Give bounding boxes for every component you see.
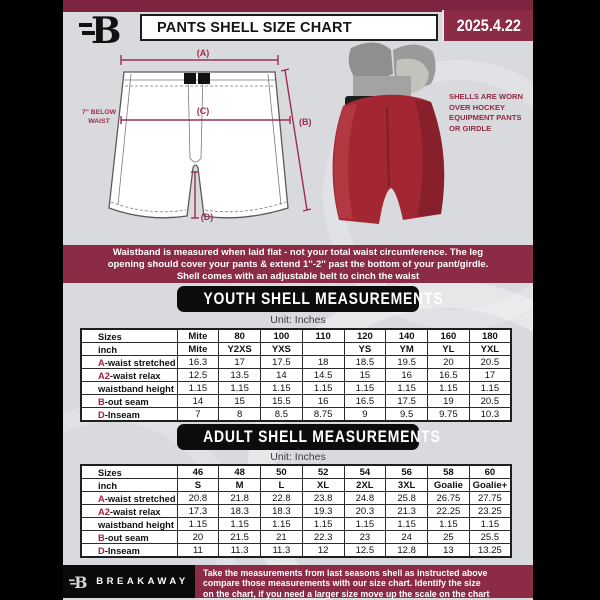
row-label: inch (81, 479, 177, 492)
table-cell: 2XL (344, 479, 386, 492)
table-cell: 1.15 (428, 518, 470, 531)
table-cell: 1.15 (261, 518, 303, 531)
table-cell: 110 (302, 329, 344, 343)
adult-section-title: ADULT SHELL MEASUREMENTS (203, 427, 441, 446)
table-cell: 50 (261, 465, 303, 479)
table-cell: YXL (469, 343, 511, 356)
table-cell: 11.3 (261, 544, 303, 558)
measure-label-a: (A) (196, 48, 210, 58)
table-cell: YS (344, 343, 386, 356)
table-row (81, 395, 511, 408)
table-cell: 20 (428, 356, 470, 369)
table-cell: 9.75 (428, 408, 470, 422)
table-cell: 16 (386, 369, 428, 382)
table-cell: Y2XS (219, 343, 261, 356)
table-cell: 1.15 (302, 382, 344, 395)
table-cell: Goalie (428, 479, 470, 492)
adult-measurements-table (80, 464, 512, 558)
adult-section-header (177, 424, 441, 450)
table-cell: 13.5 (219, 369, 261, 382)
table-cell: 14.5 (302, 369, 344, 382)
table-cell: 14 (177, 395, 219, 408)
table-cell: 16.3 (177, 356, 219, 369)
table-cell: 1.15 (428, 382, 470, 395)
table-cell: 100 (261, 329, 303, 343)
table-cell: XL (302, 479, 344, 492)
table-cell: 58 (428, 465, 470, 479)
table-cell: 19.5 (386, 356, 428, 369)
table-cell: 1.15 (219, 382, 261, 395)
table-cell: 24.8 (344, 492, 386, 505)
table-cell: 19.3 (302, 505, 344, 518)
table-cell: 23.8 (302, 492, 344, 505)
table-cell: 20.3 (344, 505, 386, 518)
table-cell: 16.5 (428, 369, 470, 382)
table-cell: 1.15 (302, 518, 344, 531)
table-cell: 19 (428, 395, 470, 408)
row-label: A2-waist relax (81, 369, 177, 382)
table-cell: 17.3 (177, 505, 219, 518)
table-cell: 22.8 (261, 492, 303, 505)
table-cell: 8.75 (302, 408, 344, 422)
row-label: inch (81, 343, 177, 356)
table-cell: 16.5 (344, 395, 386, 408)
table-cell: 25 (428, 531, 470, 544)
table-cell: 18.3 (261, 505, 303, 518)
measure-label-b: (B) (299, 117, 312, 127)
table-cell: 20.5 (469, 395, 511, 408)
table-cell: 15.5 (261, 395, 303, 408)
table-cell: 11.3 (219, 544, 261, 558)
footer-instructions: Take the measurements from last seasons shell as instructed above compare those measurements with our size chart. Identify the size on the chart, if you need a larger size move up the scale on the chart (195, 565, 533, 598)
table-cell: 1.15 (261, 382, 303, 395)
table-cell: 1.15 (386, 382, 428, 395)
table-cell: 14 (261, 369, 303, 382)
table-cell: 7 (177, 408, 219, 422)
table-cell: 20.8 (177, 492, 219, 505)
table-cell: 160 (428, 329, 470, 343)
breakaway-b-monogram-icon (79, 10, 125, 48)
table-cell: 23.25 (469, 505, 511, 518)
table-cell: 22.3 (302, 531, 344, 544)
table-cell: 12.5 (344, 544, 386, 558)
table-cell: 21 (261, 531, 303, 544)
table-cell: 48 (219, 465, 261, 479)
measure-label-d: (D) (200, 212, 214, 222)
table-row (81, 329, 511, 343)
date-text: 2025.4.22 (456, 15, 521, 35)
photo-caption: SHELLS ARE WORN OVER HOCKEY EQUIPMENT PANTS OR GIRDLE (449, 92, 523, 133)
table-cell: 46 (177, 465, 219, 479)
table-cell: 1.15 (177, 382, 219, 395)
table-cell: 13.25 (469, 544, 511, 558)
table-cell: 12 (302, 544, 344, 558)
table-row (81, 356, 511, 369)
table-row (81, 343, 511, 356)
table-cell: 60 (469, 465, 511, 479)
table-cell: 10.3 (469, 408, 511, 422)
shorts-outline (109, 72, 288, 218)
page-title: PANTS SHELL SIZE CHART (140, 14, 438, 41)
row-label: B-out seam (81, 395, 177, 408)
table-cell: 140 (386, 329, 428, 343)
table-cell: 18 (302, 356, 344, 369)
table-row (81, 505, 511, 518)
table-cell (302, 343, 344, 356)
row-label: A-waist stretched (81, 356, 177, 369)
waist-note: 7'' BELOW WAIST (81, 109, 117, 125)
table-cell: 23 (344, 531, 386, 544)
table-cell: 18.3 (219, 505, 261, 518)
table-cell: 17.5 (386, 395, 428, 408)
table-cell: YM (386, 343, 428, 356)
table-cell: 17 (469, 369, 511, 382)
table-cell: 22.25 (428, 505, 470, 518)
footer-brand-panel (63, 565, 195, 598)
table-cell: Goalie+ (469, 479, 511, 492)
youth-section-header (177, 286, 444, 312)
footer-brand-name: BREAKAWAY (96, 576, 189, 587)
table-cell: 21.8 (219, 492, 261, 505)
table-cell: 24 (386, 531, 428, 544)
table-cell: 3XL (386, 479, 428, 492)
table-cell: YXS (261, 343, 303, 356)
table-cell: 8.5 (261, 408, 303, 422)
youth-unit-label: Unit: Inches (270, 314, 326, 326)
table-row (81, 518, 511, 531)
measure-label-c: (C) (196, 106, 210, 116)
table-row (81, 408, 511, 422)
table-cell: 1.15 (344, 382, 386, 395)
table-cell: 56 (386, 465, 428, 479)
table-cell: 1.15 (469, 382, 511, 395)
size-chart-page (63, 0, 533, 600)
table-cell: 9.5 (386, 408, 428, 422)
row-label: B-out seam (81, 531, 177, 544)
measurement-notice: Waistband is measured when laid flat - not your total waist circumference. The leg opening should cover your pants & extend 1''-2'' past the bottom of your pant/girdle. Shell comes with an adjustable belt to cinch the waist (63, 245, 533, 283)
table-cell: 11 (177, 544, 219, 558)
table-cell: 21.5 (219, 531, 261, 544)
table-cell: 21.3 (386, 505, 428, 518)
table-cell: 54 (344, 465, 386, 479)
table-row (81, 492, 511, 505)
youth-table-wrap (80, 328, 512, 422)
table-cell: 27.75 (469, 492, 511, 505)
table-cell: Mite (177, 343, 219, 356)
table-row (81, 465, 511, 479)
row-label: D-Inseam (81, 544, 177, 558)
table-cell: 25.5 (469, 531, 511, 544)
table-cell: 12.5 (177, 369, 219, 382)
table-cell: 8 (219, 408, 261, 422)
row-label: waistband height (81, 518, 177, 531)
row-label: waistband height (81, 382, 177, 395)
table-cell: 15 (219, 395, 261, 408)
table-cell: 17 (219, 356, 261, 369)
table-cell: 20 (177, 531, 219, 544)
table-row (81, 479, 511, 492)
row-label: Sizes (81, 329, 177, 343)
date-badge (442, 10, 533, 41)
table-cell: 16 (302, 395, 344, 408)
adult-unit-label: Unit: Inches (270, 451, 326, 463)
table-cell: 12.8 (386, 544, 428, 558)
shell-photo (331, 40, 461, 238)
table-row (81, 531, 511, 544)
table-cell: M (219, 479, 261, 492)
table-cell: 9 (344, 408, 386, 422)
table-row (81, 382, 511, 395)
youth-section-title: YOUTH SHELL MEASUREMENTS (203, 289, 444, 308)
table-cell: 52 (302, 465, 344, 479)
table-row (81, 544, 511, 558)
row-label: D-Inseam (81, 408, 177, 422)
table-row (81, 369, 511, 382)
table-cell: 15 (344, 369, 386, 382)
table-cell: 1.15 (469, 518, 511, 531)
table-cell: L (261, 479, 303, 492)
table-cell: 1.15 (344, 518, 386, 531)
table-cell: 1.15 (219, 518, 261, 531)
table-cell: Mite (177, 329, 219, 343)
table-cell: 13 (428, 544, 470, 558)
svg-text:B: B (91, 10, 122, 48)
row-label: Sizes (81, 465, 177, 479)
table-cell: 26.75 (428, 492, 470, 505)
table-cell: 80 (219, 329, 261, 343)
table-cell: 120 (344, 329, 386, 343)
table-cell: S (177, 479, 219, 492)
table-cell: YL (428, 343, 470, 356)
row-label: A2-waist relax (81, 505, 177, 518)
adult-table-wrap (80, 464, 512, 558)
table-cell: 20.5 (469, 356, 511, 369)
table-cell: 17.5 (261, 356, 303, 369)
row-label: A-waist stretched (81, 492, 177, 505)
table-cell: 25.8 (386, 492, 428, 505)
table-cell: 180 (469, 329, 511, 343)
breakaway-b-monogram-icon (69, 570, 89, 594)
table-cell: 18.5 (344, 356, 386, 369)
youth-measurements-table (80, 328, 512, 422)
svg-text:B: B (74, 572, 88, 592)
table-cell: 1.15 (386, 518, 428, 531)
table-cell: 1.15 (177, 518, 219, 531)
